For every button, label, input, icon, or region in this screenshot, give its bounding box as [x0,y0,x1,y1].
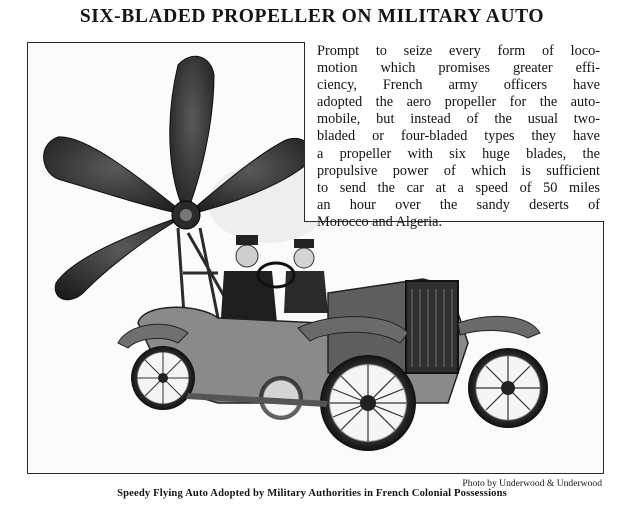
body-line: an hour over the sandy deserts of [317,196,600,213]
body-line: motion which promises greater effi- [317,60,600,77]
body-line: a propeller with six huge blades, the [317,145,600,162]
body-line: propulsive power of which is sufficient [317,162,600,179]
photo-caption: Speedy Flying Auto Adopted by Military Authorities in French Colonial Possessions [117,488,507,499]
headline: SIX-BLADED PROPELLER ON MILITARY AUTO [79,6,545,27]
body-line: ciency, French army officers have [317,77,600,94]
body-line: bladed or four-bladed types they have [317,128,600,145]
body-line: Morocco and Algeria. [317,213,443,230]
article-text-box [304,42,604,230]
body-line: adopted the aero propeller for the auto- [317,94,600,111]
body-line: Prompt to seize every form of loco- [317,43,600,59]
body-line: mobile, but instead of the usual two- [317,111,600,128]
body-line: to send the car at a speed of 50 miles [317,179,600,196]
article-body [317,43,600,231]
photo-credit: Photo by Underwood & Underwood [462,478,602,489]
